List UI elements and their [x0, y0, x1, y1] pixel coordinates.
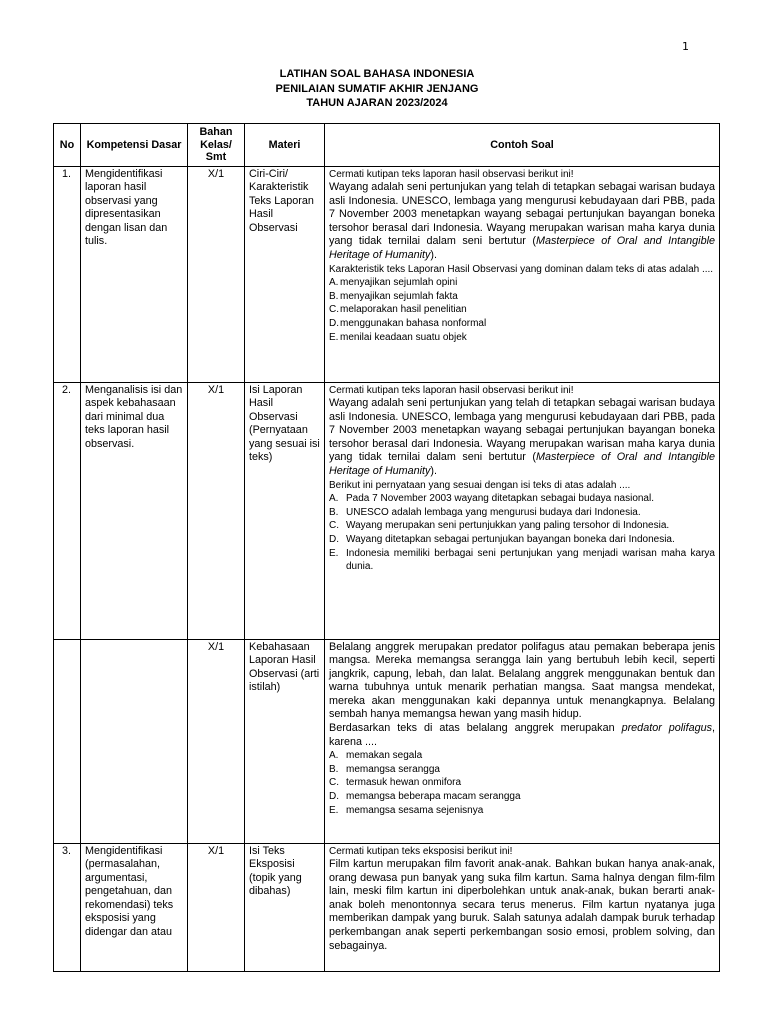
instruction: Cermati kutipan teks laporan hasil observasi berikut ini!	[329, 168, 574, 180]
row-number: 3.	[54, 843, 81, 971]
kompetensi-cell: Mengidentifikasi (permasalahan, argumentasi, pengetahuan, dan rekomendasi) teks eksposisi yang didengar dan atau	[81, 843, 188, 971]
question-end: , karena ....	[329, 722, 715, 748]
option-letter: C.	[329, 304, 339, 316]
option-letter: D.	[329, 534, 339, 546]
passage-italic: Masterpiece of Oral and Intangible Heritage of Humanity	[329, 451, 715, 478]
option-a	[329, 492, 715, 506]
option-c	[329, 776, 715, 790]
option-letter: D.	[329, 791, 339, 803]
contoh-soal-cell	[325, 639, 720, 843]
option-letter: C.	[329, 777, 339, 789]
option-text: menggunakan bahasa nonformal	[340, 318, 487, 330]
row-number: 1.	[54, 166, 81, 382]
option-text: Wayang ditetapkan sebagai pertunjukan bayangan boneka dari Indonesia.	[346, 534, 675, 546]
option-d	[329, 317, 715, 331]
question-table	[53, 123, 720, 972]
option-letter: B.	[329, 763, 339, 775]
table-row	[54, 166, 720, 382]
option-letter: E.	[329, 547, 339, 559]
option-text: Pada 7 November 2003 wayang ditetapkan sebagai budaya nasional.	[346, 493, 654, 505]
materi-cell: Ciri-Ciri/ Karakteristik Teks Laporan Hasil Observasi	[245, 166, 325, 382]
option-text: memangsa sesama sejenisnya	[346, 804, 484, 816]
document-title	[0, 67, 754, 111]
option-b	[329, 506, 715, 520]
passage-italic: Masterpiece of Oral and Intangible Heritage of Humanity	[329, 235, 715, 262]
option-b	[329, 763, 715, 777]
option-letter: A.	[329, 493, 339, 505]
option-text: menilai keadaan suatu objek	[340, 331, 467, 343]
option-text: melaporakan hasil penelitian	[340, 304, 467, 316]
table-row	[54, 639, 720, 843]
table-row	[54, 382, 720, 639]
option-d	[329, 533, 715, 547]
option-c	[329, 303, 715, 317]
question-text: Berdasarkan teks di atas belalang anggrek merupakan	[329, 722, 622, 735]
passage-text: Wayang adalah seni pertunjukan yang telah di tetapkan sebagai warisan budaya asli Indonesia. UNESCO, lembaga yang mengurusi kebudayaan dari PBB, pada 7 November 2003 menetapkan wayang sebagai pertunjukan bayangan boneka tersohor berasal dari Indonesia. Wayang merupakan warisan maha karya dunia yang tidak ternilai dalam seni bertutur (	[329, 181, 715, 248]
kompetensi-cell: Mengidentifikasi laporan hasil observasi yang dipresentasikan dengan lisan dan tulis.	[81, 166, 188, 382]
materi-cell: Kebahasaan Laporan Hasil Observasi (arti istilah)	[245, 639, 325, 843]
question: Berikut ini pernyataan yang sesuai dengan isi teks di atas adalah ....	[329, 479, 631, 491]
option-letter: C.	[329, 520, 339, 532]
instruction: Cermati kutipan teks laporan hasil observasi berikut ini!	[329, 384, 574, 396]
option-letter: E.	[329, 331, 339, 343]
option-text: Indonesia memiliki berbagai seni pertunjukan yang menjadi warisan maha karya dunia.	[346, 547, 715, 573]
header-no: No	[54, 124, 81, 167]
title-line-2: PENILAIAN SUMATIF AKHIR JENJANG	[275, 82, 479, 95]
header-contoh-soal: Contoh Soal	[325, 124, 720, 167]
option-text: menyajikan sejumlah opini	[340, 277, 458, 289]
option-a	[329, 749, 715, 763]
kompetensi-cell	[81, 639, 188, 843]
option-e	[329, 331, 715, 345]
title-line-3: TAHUN AJARAN 2023/2024	[306, 97, 448, 109]
passage	[329, 181, 715, 263]
option-letter: E.	[329, 804, 339, 816]
contoh-soal-cell	[325, 382, 720, 639]
kompetensi-cell: Menganalisis isi dan aspek kebahasaan dari minimal dua teks laporan hasil observasi.	[81, 382, 188, 639]
bahan-cell: X/1	[188, 382, 245, 639]
option-text: termasuk hewan onmifora	[346, 777, 462, 789]
materi-cell: Isi Teks Eksposisi (topik yang dibahas)	[245, 843, 325, 971]
bahan-cell: X/1	[188, 639, 245, 843]
option-letter: A.	[329, 277, 339, 289]
title-line-1: LATIHAN SOAL BAHASA INDONESIA	[279, 68, 475, 80]
header-kompetensi: Kompetensi Dasar	[81, 124, 188, 167]
bahan-cell: X/1	[188, 166, 245, 382]
passage-end: ).	[430, 249, 438, 262]
option-e	[329, 547, 715, 574]
table-row	[54, 843, 720, 971]
materi-cell: Isi Laporan Hasil Observasi (Pernyataan yang sesuai isi teks)	[245, 382, 325, 639]
header-bahan: Bahan Kelas/ Smt	[188, 124, 245, 167]
question-italic: predator polifagus	[621, 722, 712, 735]
passage: Film kartun merupakan film favorit anak-anak. Bahkan bukan hanya anak-anak, orang dewasa pun banyak yang suka film kartun. Sama halnya dengan film-film lain, meski film kartun ini diperbolehkan untuk anak-anak, bukan berarti anak-anak boleh menontonnya secara terus menerus. Film kartun nyatanya juga memberikan dampak yang buruk. Salah satunya adalah dampak buruk terhadap perkembangan anak seperti perkembangan sosio emosi, problem solving, dan sebagainya.	[329, 858, 715, 952]
contoh-soal-cell	[325, 166, 720, 382]
passage: Belalang anggrek merupakan predator polifagus atau pemakan beberapa jenis mangsa. Mereka memangsa serangga lain yang bertubuh lebih kecil, seperti jangkrik, capung, lebah, dan lalat. Belalang anggrek menggunakan bentuk dan warna tubuhnya untuk menarik perhatian mangsa. Saat mangsa mendekat, mereka akan menggunakan kaki depannya untuk menangkapnya. Belalang sembah hanya memangsa hewan yang masih hidup.	[329, 640, 715, 721]
option-text: menyajikan sejumlah fakta	[340, 290, 458, 302]
option-text: UNESCO adalah lembaga yang mengurusi budaya dari Indonesia.	[346, 506, 641, 518]
bahan-cell: X/1	[188, 843, 245, 971]
passage-end: ).	[430, 465, 438, 478]
passage	[329, 397, 715, 479]
passage-text: Wayang adalah seni pertunjukan yang telah di tetapkan sebagai warisan budaya asli Indonesia. UNESCO, lembaga yang mengurusi kebudayaan dari PBB, pada 7 November 2003 menetapkan wayang sebagai pertunjukan bayangan boneka tersohor berasal dari Indonesia. Wayang merupakan warisan maha karya dunia yang tidak ternilai dalam seni bertutur (	[329, 397, 715, 464]
page-number: 1	[682, 40, 689, 53]
option-text: memakan segala	[346, 750, 423, 762]
option-b	[329, 290, 715, 304]
option-letter: B.	[329, 506, 339, 518]
table-header-row	[54, 124, 720, 167]
option-letter: D.	[329, 318, 339, 330]
option-text: memangsa beberapa macam serangga	[346, 791, 521, 803]
option-d	[329, 790, 715, 804]
option-text: memangsa serangga	[346, 763, 440, 775]
option-letter: B.	[329, 290, 339, 302]
header-materi: Materi	[245, 124, 325, 167]
option-c	[329, 519, 715, 533]
row-number: 2.	[54, 382, 81, 639]
contoh-soal-cell	[325, 843, 720, 971]
option-text: Wayang merupakan seni pertunjukkan yang paling tersohor di Indonesia.	[346, 520, 670, 532]
row-number	[54, 639, 81, 843]
instruction: Cermati kutipan teks eksposisi berikut ini!	[329, 845, 513, 857]
option-e	[329, 804, 715, 818]
option-a	[329, 276, 715, 290]
question: Karakteristik teks Laporan Hasil Observasi yang dominan dalam teks di atas adalah ....	[329, 263, 714, 275]
option-letter: A.	[329, 750, 339, 762]
question	[329, 722, 715, 749]
